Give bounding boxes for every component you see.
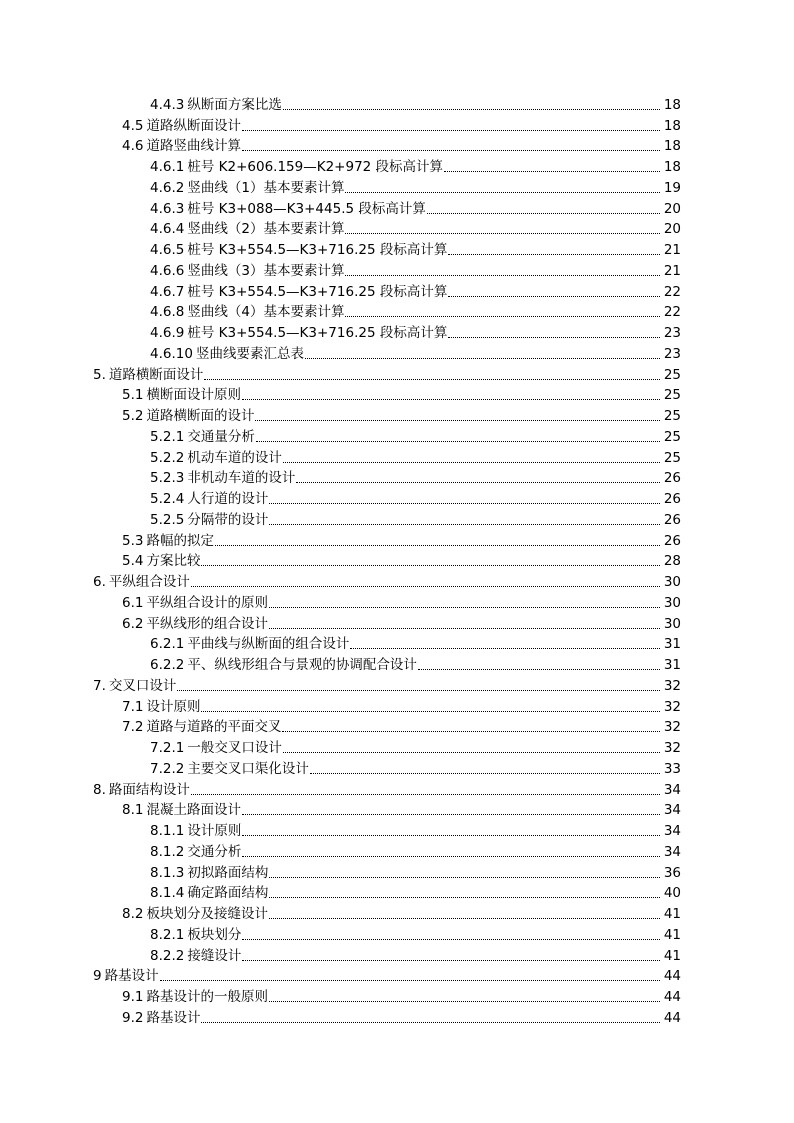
toc-entry-page-number: 26 — [663, 511, 681, 528]
toc-entry[interactable] — [0, 715, 681, 736]
toc-dot-leader — [242, 960, 660, 961]
toc-entry-title: 设计原则 — [187, 823, 242, 839]
toc-entry-title: 道路横断面设计 — [108, 366, 204, 383]
toc-dot-leader — [242, 130, 660, 131]
toc-entry-number: 5.2.3 — [150, 470, 185, 487]
toc-dot-leader — [269, 628, 660, 629]
toc-entry-number: 5.2.5 — [150, 511, 185, 528]
toc-entry-title: 人行道的设计 — [187, 491, 269, 507]
toc-entry-page-number: 30 — [663, 594, 681, 611]
toc-entry-page-number: 32 — [663, 719, 681, 736]
toc-dot-leader — [204, 379, 660, 380]
toc-entry-page-number: 32 — [663, 677, 681, 694]
toc-entry-title: 竖曲线（4）基本要素计算 — [187, 304, 345, 321]
toc-entry-page-number: 34 — [663, 802, 681, 819]
toc-entry-number: 4.6.1 — [150, 159, 185, 175]
toc-entry-title: 分隔带的设计 — [187, 511, 269, 528]
toc-entry-title: 方案比较 — [146, 553, 201, 570]
toc-entry-page-number: 23 — [663, 325, 681, 341]
toc-dot-leader — [283, 109, 660, 110]
toc-entry-title: 确定路面结构 — [187, 885, 269, 902]
toc-entry[interactable] — [0, 839, 681, 860]
toc-entry[interactable] — [0, 300, 681, 321]
toc-dot-leader — [296, 482, 660, 483]
toc-entry-title: 主要交叉口渠化设计 — [187, 760, 309, 777]
toc-entry-number: 8.2.2 — [150, 947, 185, 964]
toc-entry[interactable] — [0, 818, 681, 839]
toc-entry-title: 机动车道的设计 — [187, 449, 282, 466]
toc-entry[interactable] — [0, 901, 681, 922]
toc-entry-title: 交叉口设计 — [108, 677, 177, 694]
toc-entry[interactable] — [0, 424, 681, 445]
toc-entry-page-number: 26 — [663, 470, 681, 487]
toc-entry-page-number: 22 — [663, 283, 681, 300]
toc-entry-title: 初拟路面结构 — [187, 864, 269, 881]
toc-entry-title: 道路纵断面设计 — [146, 117, 241, 134]
toc-dot-leader — [255, 420, 660, 421]
toc-entry-page-number: 18 — [663, 138, 681, 155]
toc-entry[interactable] — [0, 320, 681, 341]
toc-entry-page-number: 21 — [663, 262, 681, 279]
toc-dot-leader — [201, 1022, 660, 1023]
toc-dot-leader — [256, 441, 660, 442]
toc-entry-page-number: 19 — [663, 179, 681, 196]
toc-entry-title: 交通量分析 — [187, 428, 255, 445]
toc-entry-title: 竖曲线要素汇总表 — [195, 345, 304, 362]
toc-dot-leader — [242, 399, 660, 400]
toc-dot-leader — [350, 648, 660, 649]
toc-entry-title: 道路竖曲线计算 — [146, 138, 241, 155]
toc-entry[interactable] — [0, 1005, 681, 1026]
toc-entry-title: 桩号 K3+088—K3+445.5 段标高计算 — [187, 200, 426, 217]
toc-dot-leader — [177, 690, 660, 691]
toc-dot-leader — [269, 897, 660, 898]
toc-dot-leader — [283, 752, 660, 753]
toc-entry-number: 4.6.2 — [150, 179, 185, 196]
toc-dot-leader — [345, 316, 660, 317]
toc-entry[interactable] — [0, 694, 681, 715]
toc-entry-number: 9.1 — [122, 989, 144, 1005]
toc-entry-number: 8.1.4 — [150, 885, 185, 902]
toc-entry[interactable] — [0, 984, 681, 1005]
toc-dot-leader — [242, 939, 660, 940]
toc-entry-title: 非机动车道的设计 — [187, 470, 296, 487]
toc-entry-page-number: 44 — [663, 1009, 681, 1026]
toc-entry-number: 6. — [93, 574, 106, 590]
toc-entry-title: 一般交叉口设计 — [187, 740, 282, 756]
toc-entry-page-number: 21 — [663, 242, 681, 258]
table-of-contents — [0, 92, 794, 1026]
toc-entry-page-number: 41 — [663, 906, 681, 922]
toc-dot-leader — [269, 1001, 660, 1002]
toc-entry-title: 横断面设计原则 — [146, 387, 241, 404]
toc-entry[interactable] — [0, 673, 681, 694]
toc-entry-page-number: 26 — [663, 491, 681, 507]
toc-entry-title: 竖曲线（1）基本要素计算 — [187, 179, 345, 196]
toc-entry-page-number: 36 — [663, 864, 681, 881]
toc-entry-page-number: 25 — [663, 449, 681, 466]
toc-dot-leader — [201, 565, 660, 566]
toc-entry-page-number: 44 — [663, 989, 681, 1005]
toc-entry-page-number: 34 — [663, 823, 681, 839]
toc-dot-leader — [201, 711, 660, 712]
toc-entry[interactable] — [0, 943, 681, 964]
toc-entry-number: 8. — [93, 781, 106, 798]
toc-entry[interactable] — [0, 860, 681, 881]
toc-entry[interactable] — [0, 92, 681, 113]
toc-entry[interactable] — [0, 113, 681, 134]
toc-entry[interactable] — [0, 652, 681, 673]
toc-entry-page-number: 28 — [663, 553, 681, 570]
toc-dot-leader — [448, 337, 660, 338]
toc-entry-title: 交通分析 — [187, 843, 242, 860]
toc-entry-number: 4.6.5 — [150, 242, 185, 258]
toc-entry-page-number: 18 — [663, 159, 681, 175]
toc-entry-number: 4.6.6 — [150, 262, 185, 279]
toc-entry[interactable] — [0, 798, 681, 819]
toc-entry-title: 桩号 K3+554.5—K3+716.25 段标高计算 — [187, 283, 448, 300]
toc-entry-number: 6.1 — [122, 594, 144, 611]
toc-entry[interactable] — [0, 466, 681, 487]
toc-entry-title: 平纵组合设计 — [108, 574, 190, 590]
toc-entry-title: 平纵组合设计的原则 — [146, 594, 268, 611]
toc-entry-page-number: 23 — [663, 345, 681, 362]
toc-entry-page-number: 34 — [663, 781, 681, 798]
toc-entry-title: 平、纵线形组合与景观的协调配合设计 — [187, 657, 417, 673]
toc-entry-number: 9.2 — [122, 1009, 144, 1026]
toc-entry-title: 竖曲线（3）基本要素计算 — [187, 262, 345, 279]
toc-entry[interactable] — [0, 196, 681, 217]
toc-entry[interactable] — [0, 528, 681, 549]
toc-entry-page-number: 20 — [663, 221, 681, 238]
toc-entry[interactable] — [0, 445, 681, 466]
toc-dot-leader — [310, 773, 660, 774]
toc-entry-title: 桩号 K2+606.159—K2+972 段标高计算 — [187, 159, 444, 175]
toc-entry[interactable] — [0, 258, 681, 279]
toc-entry[interactable] — [0, 964, 681, 985]
toc-entry-title: 平纵线形的组合设计 — [146, 615, 268, 632]
toc-entry-page-number: 18 — [663, 96, 681, 113]
toc-entry-title: 竖曲线（2）基本要素计算 — [187, 221, 345, 238]
toc-entry-number: 5.2.2 — [150, 449, 185, 466]
toc-entry[interactable] — [0, 362, 681, 383]
toc-dot-leader — [242, 856, 660, 857]
toc-entry[interactable] — [0, 632, 681, 653]
toc-dot-leader — [269, 918, 660, 919]
toc-dot-leader — [269, 503, 660, 504]
toc-entry[interactable] — [0, 154, 681, 175]
toc-entry-page-number: 25 — [663, 387, 681, 404]
toc-entry-number: 6.2.2 — [150, 657, 185, 673]
toc-entry-number: 8.1.3 — [150, 864, 185, 881]
toc-entry-number: 5.2 — [122, 408, 144, 424]
toc-dot-leader — [269, 607, 660, 608]
toc-entry-title: 路面结构设计 — [108, 781, 190, 798]
toc-entry-title: 桩号 K3+554.5—K3+716.25 段标高计算 — [187, 242, 448, 258]
toc-entry-number: 6.2.1 — [150, 636, 185, 653]
toc-entry-number: 5.1 — [122, 387, 144, 404]
toc-entry[interactable] — [0, 237, 681, 258]
toc-entry[interactable] — [0, 341, 681, 362]
toc-entry[interactable] — [0, 403, 681, 424]
toc-entry[interactable] — [0, 549, 681, 570]
toc-dot-leader — [242, 835, 660, 836]
toc-entry-number: 5.2.1 — [150, 428, 185, 445]
toc-entry[interactable] — [0, 611, 681, 632]
toc-entry-title: 道路横断面的设计 — [146, 408, 255, 424]
toc-entry-page-number: 32 — [663, 740, 681, 756]
toc-entry-page-number: 18 — [663, 117, 681, 134]
toc-entry-page-number: 34 — [663, 843, 681, 860]
toc-entry-page-number: 25 — [663, 366, 681, 383]
toc-entry-title: 路基设计 — [104, 968, 159, 985]
toc-entry-page-number: 30 — [663, 615, 681, 632]
toc-dot-leader — [427, 213, 660, 214]
toc-dot-leader — [448, 254, 660, 255]
toc-entry-page-number: 25 — [663, 428, 681, 445]
toc-entry-number: 8.2 — [122, 906, 144, 922]
toc-entry-title: 桩号 K3+554.5—K3+716.25 段标高计算 — [187, 325, 448, 341]
toc-entry-number: 5.3 — [122, 532, 144, 549]
toc-entry-page-number: 41 — [663, 926, 681, 943]
toc-entry-number: 7.2.2 — [150, 760, 185, 777]
toc-entry[interactable] — [0, 279, 681, 300]
toc-entry-number: 4.4.3 — [150, 96, 185, 113]
toc-entry[interactable] — [0, 383, 681, 404]
toc-entry-title: 路幅的拟定 — [146, 532, 214, 549]
toc-entry-number: 6.2 — [122, 615, 144, 632]
toc-dot-leader — [242, 814, 660, 815]
toc-dot-leader — [345, 192, 660, 193]
toc-entry[interactable] — [0, 777, 681, 798]
toc-entry-title: 道路与道路的平面交叉 — [146, 719, 282, 736]
toc-entry-number: 4.6.7 — [150, 283, 185, 300]
toc-entry-title: 板块划分 — [187, 926, 242, 943]
toc-entry-number: 7.2.1 — [150, 740, 185, 756]
toc-entry-number: 8.2.1 — [150, 926, 185, 943]
toc-entry-number: 4.6.10 — [150, 345, 193, 362]
toc-dot-leader — [305, 358, 660, 359]
toc-entry[interactable] — [0, 881, 681, 902]
toc-entry-title: 平曲线与纵断面的组合设计 — [187, 636, 350, 653]
toc-entry-number: 4.6 — [122, 138, 144, 155]
toc-entry-title: 接缝设计 — [187, 947, 242, 964]
toc-dot-leader — [269, 877, 660, 878]
toc-entry[interactable] — [0, 217, 681, 238]
toc-dot-leader — [283, 462, 660, 463]
toc-entry[interactable] — [0, 590, 681, 611]
toc-dot-leader — [418, 669, 660, 670]
toc-entry-page-number: 20 — [663, 200, 681, 217]
toc-dot-leader — [191, 794, 660, 795]
toc-dot-leader — [215, 545, 660, 546]
toc-entry[interactable] — [0, 735, 681, 756]
toc-entry-title: 纵断面方案比选 — [187, 96, 282, 113]
toc-dot-leader — [345, 233, 660, 234]
toc-dot-leader — [345, 275, 660, 276]
toc-entry[interactable] — [0, 134, 681, 155]
toc-entry-title: 设计原则 — [146, 698, 201, 715]
toc-entry-number: 7.1 — [122, 698, 144, 715]
toc-entry[interactable] — [0, 922, 681, 943]
toc-entry-number: 8.1 — [122, 802, 144, 819]
toc-entry-number: 4.6.8 — [150, 304, 185, 321]
toc-entry-title: 路基设计 — [146, 1009, 201, 1026]
toc-entry-page-number: 44 — [663, 968, 681, 985]
toc-entry-number: 4.5 — [122, 117, 144, 134]
toc-entry[interactable] — [0, 507, 681, 528]
toc-dot-leader — [444, 171, 660, 172]
toc-entry[interactable] — [0, 569, 681, 590]
toc-entry-page-number: 30 — [663, 574, 681, 590]
toc-entry-page-number: 31 — [663, 657, 681, 673]
toc-entry-title: 路基设计的一般原则 — [146, 989, 268, 1005]
toc-entry-title: 混凝土路面设计 — [146, 802, 241, 819]
toc-entry-page-number: 33 — [663, 760, 681, 777]
toc-entry-number: 9 — [93, 968, 102, 985]
toc-dot-leader — [448, 296, 660, 297]
toc-entry-number: 8.1.2 — [150, 843, 185, 860]
toc-entry-number: 5.4 — [122, 553, 144, 570]
toc-entry-number: 4.6.3 — [150, 200, 185, 217]
toc-entry-number: 4.6.9 — [150, 325, 185, 341]
toc-dot-leader — [160, 980, 660, 981]
toc-dot-leader — [242, 150, 660, 151]
toc-entry-number: 5. — [93, 366, 106, 383]
toc-entry-title: 板块划分及接缝设计 — [146, 906, 268, 922]
toc-entry-page-number: 31 — [663, 636, 681, 653]
toc-entry-number: 8.1.1 — [150, 823, 185, 839]
toc-entry-number: 7.2 — [122, 719, 144, 736]
toc-entry-page-number: 40 — [663, 885, 681, 902]
toc-entry[interactable] — [0, 175, 681, 196]
toc-entry-number: 7. — [93, 677, 106, 694]
toc-entry-page-number: 22 — [663, 304, 681, 321]
toc-entry-page-number: 25 — [663, 408, 681, 424]
toc-entry-page-number: 41 — [663, 947, 681, 964]
toc-entry-number: 5.2.4 — [150, 491, 185, 507]
toc-entry[interactable] — [0, 756, 681, 777]
toc-entry-number: 4.6.4 — [150, 221, 185, 238]
toc-dot-leader — [269, 524, 660, 525]
toc-dot-leader — [191, 586, 660, 587]
toc-entry[interactable] — [0, 486, 681, 507]
toc-entry-page-number: 32 — [663, 698, 681, 715]
toc-dot-leader — [282, 731, 660, 732]
toc-entry-page-number: 26 — [663, 532, 681, 549]
